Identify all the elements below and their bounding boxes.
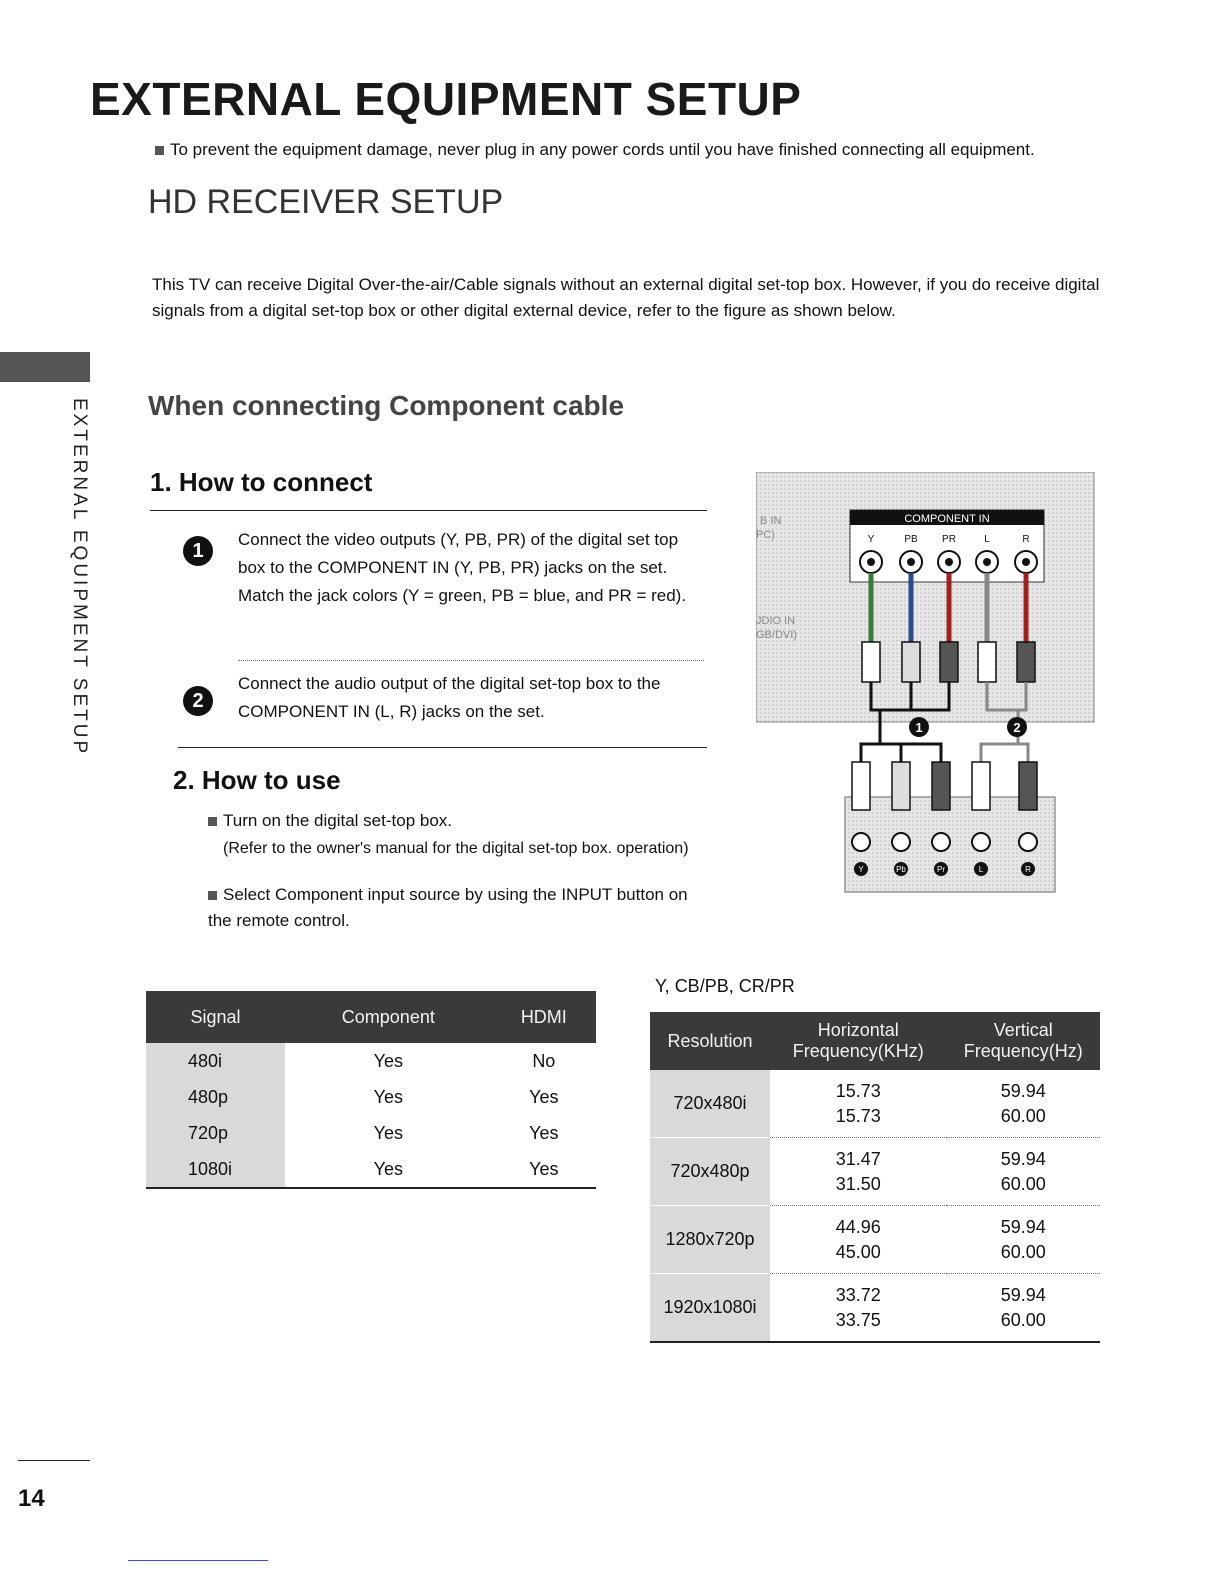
table-cell: Yes: [373, 1122, 403, 1143]
col-component: Component: [285, 991, 492, 1043]
use-item-1-text: Turn on the digital set-top box.: [223, 811, 453, 830]
table-row: [146, 1115, 596, 1151]
box-jack-l: L: [978, 865, 984, 874]
signal-table: [146, 991, 596, 1189]
table-cell: No: [532, 1050, 556, 1071]
step-2-badge: 2: [183, 686, 213, 716]
table-cell: Yes: [529, 1122, 559, 1143]
table-cell: Yes: [373, 1050, 403, 1071]
table-cell: 33.72 33.75: [770, 1274, 947, 1343]
box-plug-pb-icon: [892, 762, 910, 810]
warning-text: To prevent the equipment damage, never plug in any power cords until you have finished connecting all equipment.: [170, 140, 1035, 159]
table-cell: 1280x720p: [650, 1206, 770, 1274]
table-row: [650, 1070, 1100, 1138]
table-row: [146, 1079, 596, 1115]
jack-label-pr: PR: [942, 534, 956, 545]
box-plug-r-icon: [1019, 762, 1037, 810]
table-cell: 59.94 60.00: [947, 1070, 1100, 1138]
how-to-connect-heading: 1. How to connect: [150, 467, 373, 497]
page-number: 14: [18, 1485, 45, 1512]
side-text-3: JDIO IN: [756, 615, 796, 627]
table-cell: Yes: [373, 1086, 403, 1107]
table-cell: 1920x1080i: [650, 1274, 770, 1343]
divider: [150, 510, 707, 511]
bullet-icon: [208, 891, 217, 900]
how-to-use-heading: 2. How to use: [173, 765, 341, 795]
box-plug-l-icon: [972, 762, 990, 810]
table-cell: 59.94 60.00: [947, 1206, 1100, 1274]
jack-label-pb: PB: [904, 534, 918, 545]
plug-r-icon: [1017, 642, 1035, 682]
plug-y-icon: [862, 642, 880, 682]
use-item-2: [208, 882, 688, 934]
box-plug-pr-icon: [932, 762, 950, 810]
col-hdmi: HDMI: [492, 991, 596, 1043]
warning-note: [155, 140, 1035, 160]
table-cell: 59.94 60.00: [947, 1274, 1100, 1343]
subsection-title: When connecting Component cable: [148, 390, 625, 421]
table-row: [650, 1206, 1100, 1274]
resolution-table-caption: Y, CB/PB, CR/PR: [655, 976, 795, 996]
jack-label-l: L: [984, 534, 990, 545]
plug-pb-icon: [902, 642, 920, 682]
divider: [178, 747, 707, 748]
col-horizontal: Horizontal Frequency(KHz): [770, 1012, 947, 1070]
use-item-1: [208, 808, 452, 834]
table-cell: 480i: [146, 1043, 285, 1079]
bullet-icon: [208, 817, 217, 826]
col-signal: Signal: [146, 991, 285, 1043]
table-cell: 1080i: [146, 1151, 285, 1188]
table-cell: 44.96 45.00: [770, 1206, 947, 1274]
step-2-text: Connect the audio output of the digital set-top box to the COMPONENT IN (L, R) jacks on the set.: [238, 674, 661, 721]
intro-paragraph: This TV can receive Digital Over-the-air/Cable signals without an external digital set-top box. However, if you do receive digital signals from a digital set-top box or other digital external device, refer to the figure as shown below.: [152, 275, 1100, 320]
side-tab-marker: [0, 352, 90, 382]
plug-l-icon: [978, 642, 996, 682]
resolution-table: [650, 1012, 1100, 1343]
step-1-text: Connect the video outputs (Y, PB, PR) of the digital set top box to the COMPONENT IN (Y, PB, PR) jacks on the set. Match the jack colors (Y = green, PB = blue, and PR = red).: [238, 530, 687, 605]
plug-pr-icon: [940, 642, 958, 682]
use-note: (Refer to the owner's manual for the digital set-top box. operation): [223, 840, 689, 857]
table-cell: 720p: [146, 1115, 285, 1151]
table-header-row: [650, 1012, 1100, 1070]
use-item-2-text: Select Component input source by using the INPUT button on the remote control.: [208, 885, 688, 930]
table-cell: 720x480p: [650, 1138, 770, 1206]
box-jack-pb: Pb: [896, 865, 906, 874]
callout-2: 2: [1013, 720, 1021, 735]
table-cell: 31.47 31.50: [770, 1138, 947, 1206]
side-text-2: PC): [756, 529, 775, 541]
section-title: HD RECEIVER SETUP: [148, 183, 504, 221]
table-row: [650, 1138, 1100, 1206]
dotted-divider: [238, 660, 704, 661]
table-row: [650, 1274, 1100, 1343]
table-cell: 480p: [146, 1079, 285, 1115]
table-header-row: [146, 991, 596, 1043]
table-cell: 15.73 15.73: [770, 1070, 947, 1138]
bullet-icon: [155, 146, 164, 155]
component-in-label: COMPONENT IN: [904, 513, 990, 525]
side-text-1: B IN: [760, 515, 782, 527]
box-jack-r: R: [1025, 865, 1031, 874]
table-row: [146, 1043, 596, 1079]
box-jack-pr: Pr: [937, 865, 945, 874]
connection-diagram: [756, 472, 1096, 897]
table-cell: 720x480i: [650, 1070, 770, 1138]
table-row: [146, 1151, 596, 1188]
box-plug-y-icon: [852, 762, 870, 810]
table-cell: 59.94 60.00: [947, 1138, 1100, 1206]
box-jack-y: Y: [858, 865, 864, 874]
side-section-label: EXTERNAL EQUIPMENT SETUP: [69, 398, 90, 757]
table-cell: Yes: [492, 1151, 596, 1188]
table-cell: Yes: [529, 1086, 559, 1107]
col-resolution: Resolution: [650, 1012, 770, 1070]
step-1-badge: 1: [183, 536, 213, 566]
jack-label-y: Y: [867, 534, 875, 545]
callout-1: 1: [915, 720, 923, 735]
jack-label-r: R: [1022, 534, 1030, 545]
table-cell: Yes: [285, 1151, 492, 1188]
side-text-4: GB/DVI): [756, 629, 797, 641]
col-vertical: Vertical Frequency(Hz): [947, 1012, 1100, 1070]
page-title: EXTERNAL EQUIPMENT SETUP: [90, 73, 802, 125]
page-number-rule: [18, 1460, 90, 1461]
footer-line: [128, 1560, 268, 1561]
